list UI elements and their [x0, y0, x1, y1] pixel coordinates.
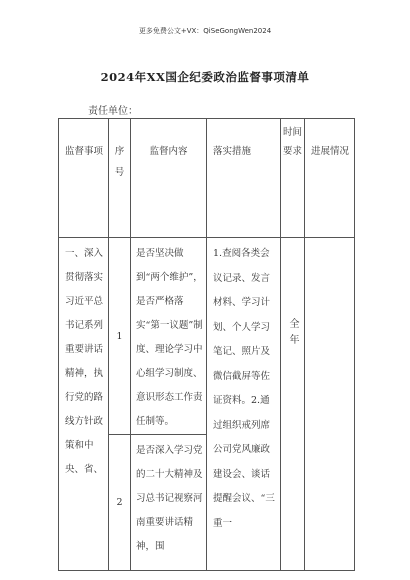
header-progress: 进展情况	[305, 119, 355, 238]
seq-cell: 1	[109, 238, 131, 435]
content-text: 是否深入学习党的二十大精神及习总书记视察河南重要讲话精神，围	[136, 445, 203, 552]
seq-cell: 2	[109, 435, 131, 571]
topic-cell	[59, 238, 109, 571]
table-header-row	[59, 119, 355, 238]
responsible-unit-label: 责任单位：	[88, 106, 138, 117]
table-row	[59, 238, 355, 435]
header-item: 监督事项	[59, 119, 109, 238]
measures-cell	[207, 238, 281, 571]
header-content: 监督内容	[131, 119, 207, 238]
header-measures: 落实措施	[207, 119, 281, 238]
content-cell	[131, 435, 207, 571]
header-seq: 序号	[109, 119, 131, 238]
topic-text: 一、深入贯彻落实习近平总书记系列重要讲话精神，执行党的路线方针政策和中央、省、	[65, 248, 104, 475]
supervision-table	[58, 118, 355, 571]
document-title: 2024年XX国企纪委政治监督事项清单	[100, 70, 310, 84]
content-text: 是否坚决做到“两个维护”，是否严格落实“第一议题”制度、理论学习中心组学习制度、意识形态工作责任制等。	[136, 248, 203, 427]
progress-cell	[305, 238, 355, 571]
header-note: 更多免费公文+VX：QiSeGongWen2024	[138, 27, 272, 35]
header-time: 时间要求	[281, 119, 305, 238]
time-value: 全年	[287, 318, 298, 350]
measures-text: 1.查阅各类会议记录、发言材料、学习计划、个人学习笔记、照片及微信截屏等佐证资料。2.通过组织戒列席公司党风廉政建设会、谈话提醒会议、“三重一	[213, 248, 275, 529]
time-cell	[281, 238, 305, 571]
content-cell	[131, 238, 207, 435]
